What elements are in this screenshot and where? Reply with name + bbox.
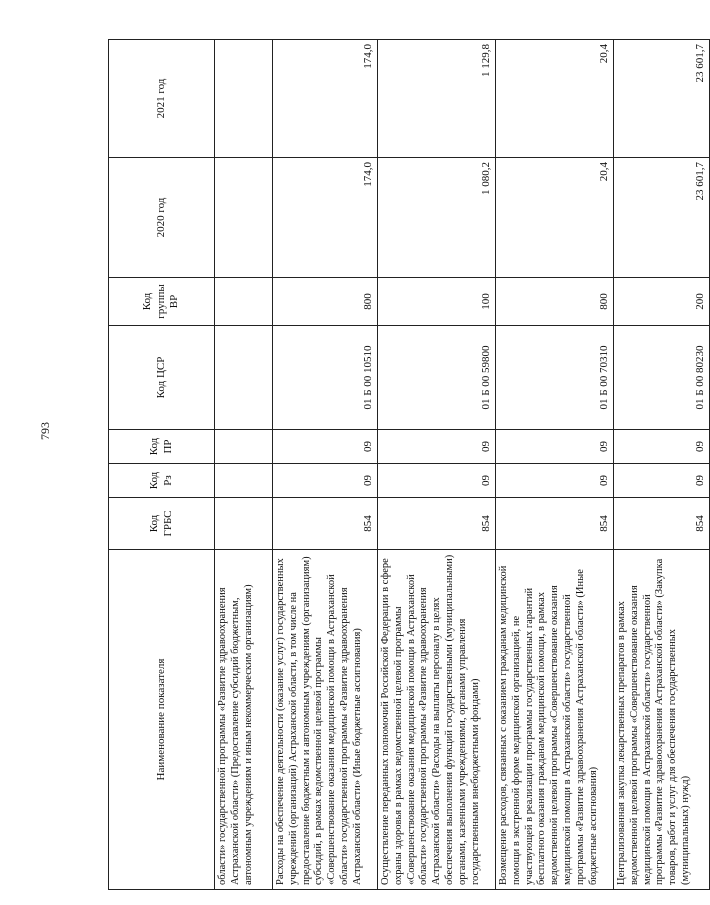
row-grbs: 854 [614,498,710,550]
header-2020: 2020 год [109,158,215,278]
row-pr: 09 [496,430,614,464]
row-name: Расходы на обеспечение деятельности (оказание услуг) государственных учреждений (организаций) Астраханской области, в том числе на предоставление бюджетным и автономным учреждениям (организациям) субсидий, в рамках ведомственной целевой программы «Совершенствование оказания медицинской помощи в Астраханской области» государственной программы «Развитие здравоохранения Астраханской области» (Иные бюджетные ассигнования) [273,550,378,890]
row-2020 [215,158,273,278]
row-grbs: 854 [496,498,614,550]
row-2020: 1 080,2 [378,158,496,278]
header-grbs: Код ГРБС [109,498,215,550]
table-row [273,40,378,890]
row-2020: 23 601,7 [614,158,710,278]
header-rz: Код Рз [109,464,215,498]
row-name: Осуществление переданных полномочий Российской Федерации в сфере охраны здоровья в рамках ведомственной целевой программы «Совершенствование оказания медицинской помощи в Астраханской области» государственной программы «Развитие здравоохранения Астраханской области» (Расходы на выплаты персоналу в целях обеспечения выполнения функций государственными (муниципальными) органами, казенными учреждениями, органами управления государственными внебюджетными фондами) [378,550,496,890]
row-2021 [215,40,273,158]
header-name: Наименование показателя [109,550,215,890]
row-2021: 1 129,8 [378,40,496,158]
row-2021: 174,0 [273,40,378,158]
row-name: Централизованная закупка лекарственных препаратов в рамках ведомственной целевой программы «Совершенствование оказания медицинской помощи в Астраханской области» государственной программы «Развитие здравоохранения Астраханской области» (Закупка товаров, работ и услуг для обеспечения государственных (муниципальных) нужд) [614,550,710,890]
table-row [378,40,496,890]
row-vr [215,278,273,326]
row-2020: 174,0 [273,158,378,278]
row-grbs [215,498,273,550]
header-2021: 2021 год [109,40,215,158]
budget-table-rotated [108,40,706,890]
row-csr: 01 Б 00 10510 [273,326,378,430]
row-rz: 09 [273,464,378,498]
row-2021: 20,4 [496,40,614,158]
row-csr: 01 Б 00 70310 [496,326,614,430]
budget-table [108,39,710,890]
row-pr: 09 [378,430,496,464]
row-csr: 01 Б 00 80230 [614,326,710,430]
page-number: 793 [38,422,52,440]
header-csr: Код ЦСР [109,326,215,430]
row-vr: 800 [273,278,378,326]
header-pr: Код ПР [109,430,215,464]
row-csr: 01 Б 00 59800 [378,326,496,430]
row-vr: 800 [496,278,614,326]
row-grbs: 854 [273,498,378,550]
row-grbs: 854 [378,498,496,550]
row-name: области» государственной программы «Развитие здравоохранения Астраханской области» (Предоставление субсидий бюджетным, автономным учреждениям и иным некоммерческим организациям) [215,550,273,890]
row-2021: 23 601,7 [614,40,710,158]
row-pr: 09 [273,430,378,464]
row-csr [215,326,273,430]
row-2020: 20,4 [496,158,614,278]
table-row [496,40,614,890]
row-name: Возмещение расходов, связанных с оказанием гражданам медицинской помощи в экстренной форме медицинской организацией, не участвующей в реализации программы государственных гарантий бесплатного оказания гражданам медицинской помощи, в рамках ведомственной целевой программы «Совершенствование оказания медицинской помощи в Астраханской области» государственной программы «Развитие здравоохранения Астраханской области» (Иные бюджетные ассигнования) [496,550,614,890]
table-row [215,40,273,890]
row-pr [215,430,273,464]
header-vr: Код группы ВР [109,278,215,326]
table-row [614,40,710,890]
row-rz: 09 [378,464,496,498]
row-vr: 100 [378,278,496,326]
table-header-row [109,40,215,890]
row-vr: 200 [614,278,710,326]
row-pr: 09 [614,430,710,464]
row-rz [215,464,273,498]
row-rz: 09 [496,464,614,498]
row-rz: 09 [614,464,710,498]
